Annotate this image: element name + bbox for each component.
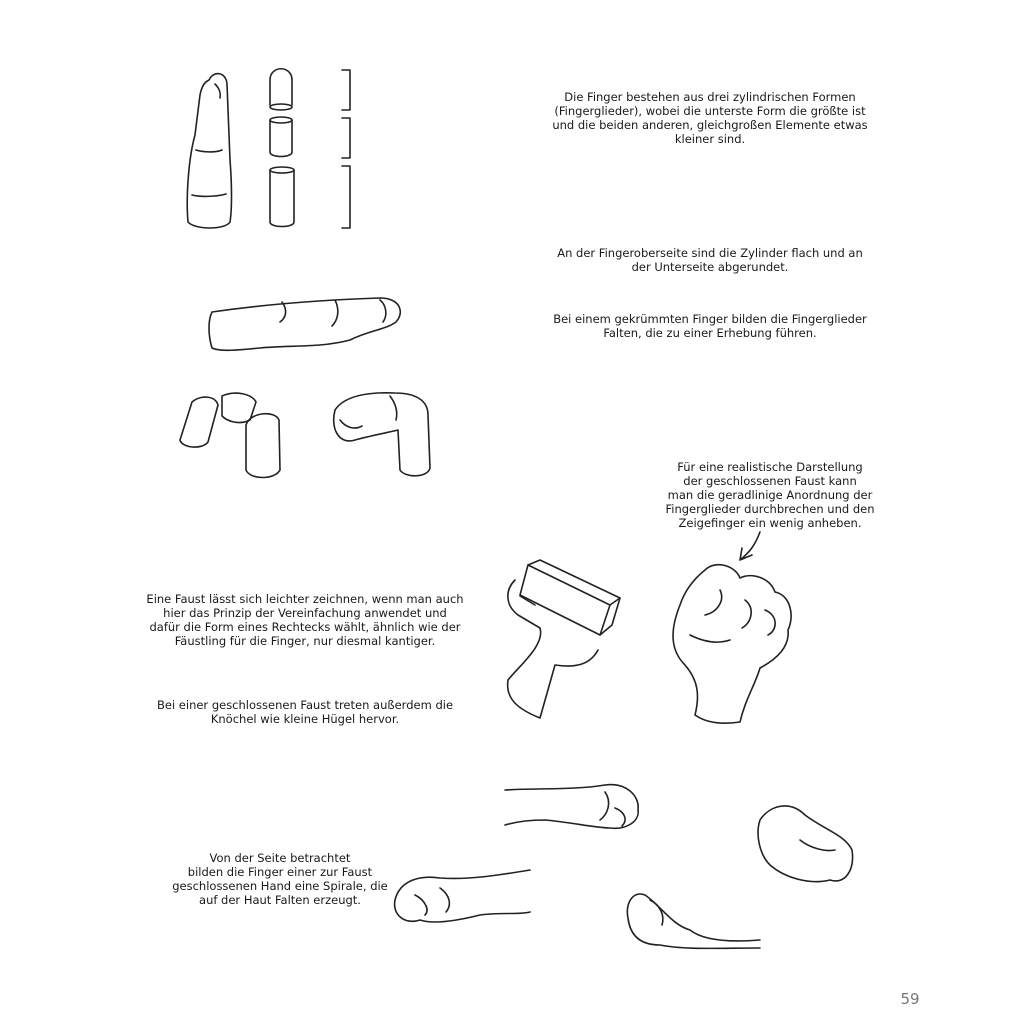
bent-finger-cylinders-sketch bbox=[180, 393, 280, 477]
rectangle-fist-caption bbox=[130, 592, 480, 648]
rectangle-fist-sketch bbox=[508, 560, 620, 718]
side-view-fist-1-sketch bbox=[505, 785, 638, 829]
bent-finger-caption bbox=[540, 312, 880, 340]
caption-line: Die Finger bestehen aus drei zylindrischen Formen bbox=[564, 90, 856, 104]
side-view-fist-2-sketch bbox=[758, 806, 852, 882]
caption-line: Bei einer geschlossenen Faust treten außerdem die bbox=[156, 698, 454, 712]
caption-line: Fäustling für die Finger, nur diesmal kantiger. bbox=[174, 634, 436, 648]
caption-line: der geschlossenen Faust kann bbox=[683, 474, 857, 488]
caption-line: kleiner sind. bbox=[674, 132, 746, 146]
caption-line: Falten, die zu einer Erhebung führen. bbox=[603, 326, 817, 340]
realistic-fist-caption bbox=[650, 460, 890, 530]
caption-line: (Fingerglieder), wobei die unterste Form die größte ist bbox=[554, 104, 866, 118]
caption-line: Eine Faust lässt sich leichter zeichnen, wenn man auch bbox=[146, 592, 464, 606]
caption-line: Bei einem gekrümmten Finger bilden die Fingerglieder bbox=[553, 312, 867, 326]
bent-finger-sketch bbox=[334, 393, 430, 476]
caption-line: An der Fingeroberseite sind die Zylinder flach und an bbox=[557, 246, 863, 260]
finger-cylinders-caption bbox=[540, 90, 880, 146]
caption-line: hier das Prinzip der Vereinfachung anwendet und bbox=[163, 606, 447, 620]
finger-top-caption bbox=[540, 246, 880, 274]
caption-line: und die beiden anderen, gleichgroßen Elemente etwas bbox=[552, 118, 868, 132]
finger-cylinders-sketch bbox=[270, 69, 294, 227]
caption-line: geschlossenen Hand eine Spirale, die bbox=[172, 879, 388, 893]
caption-line: Knöchel wie kleine Hügel hervor. bbox=[210, 712, 400, 726]
caption-line: bilden die Finger einer zur Faust bbox=[187, 865, 373, 879]
pointer-arrow bbox=[740, 532, 760, 560]
caption-line: Fingerglieder durchbrechen und den bbox=[665, 502, 875, 516]
side-view-caption bbox=[160, 851, 400, 907]
side-view-fist-3-sketch bbox=[395, 870, 530, 922]
knuckles-caption bbox=[130, 698, 480, 726]
caption-line: Zeigefinger ein wenig anheben. bbox=[678, 516, 862, 530]
realistic-fist-sketch bbox=[673, 565, 791, 723]
caption-line: Von der Seite betrachtet bbox=[209, 851, 351, 865]
caption-line: man die geradlinige Anordnung der bbox=[667, 488, 873, 502]
straight-finger-sketch bbox=[187, 74, 231, 228]
caption-line: dafür die Form eines Rechtecks wählt, ähnlich wie der bbox=[149, 620, 461, 634]
caption-line: Für eine realistische Darstellung bbox=[677, 460, 863, 474]
horizontal-finger-sketch bbox=[209, 298, 400, 350]
caption-line: der Unterseite abgerundet. bbox=[631, 260, 789, 274]
segment-brackets bbox=[342, 70, 350, 228]
caption-line: auf der Haut Falten erzeugt. bbox=[199, 893, 361, 907]
page-number: 59 bbox=[900, 990, 920, 1008]
side-view-fist-4-sketch bbox=[627, 894, 760, 948]
